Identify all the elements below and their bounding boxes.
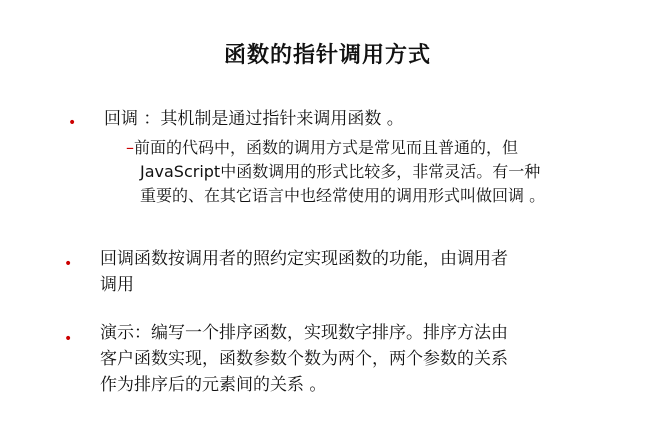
bullet-marker-3: •	[64, 331, 73, 347]
bullet-marker-2: •	[64, 256, 73, 272]
bullet-text-2	[100, 246, 630, 298]
bullet-text-3	[100, 320, 630, 398]
sub-bullet-1	[126, 136, 636, 208]
slide-title: 函数的指针调用方式	[223, 42, 431, 68]
bullet-3-line-3: 作为排序后的元素间的关系 。	[100, 375, 327, 395]
bullet-marker-1: •	[68, 115, 77, 131]
sub-bullet-line-1: –前面的代码中，函数的调用方式是常见而且普通的，但	[126, 138, 519, 157]
bullet-3-line-1: 演示：编写一个排序函数，实现数字排序。排序方法由	[100, 323, 508, 343]
bullet-text-1: 回调 ：其机制是通过指针来调用函数 。	[104, 109, 404, 129]
sub-bullet-marker: –	[126, 138, 134, 157]
bullet-2-line-1: 回调函数按调用者的照约定实现函数的功能，由调用者	[100, 249, 508, 269]
sub-bullet-line-3: 重要的、在其它语言中也经常使用的调用形式叫做回调 。	[140, 186, 546, 205]
bullet-3-line-2: 客户函数实现，函数参数个数为两个，两个参数的关系	[100, 349, 508, 369]
bullet-2-line-2: 调用	[100, 275, 134, 295]
sub-bullet-line-2: JavaScript中函数调用的形式比较多，非常灵活。有一种	[140, 162, 541, 181]
